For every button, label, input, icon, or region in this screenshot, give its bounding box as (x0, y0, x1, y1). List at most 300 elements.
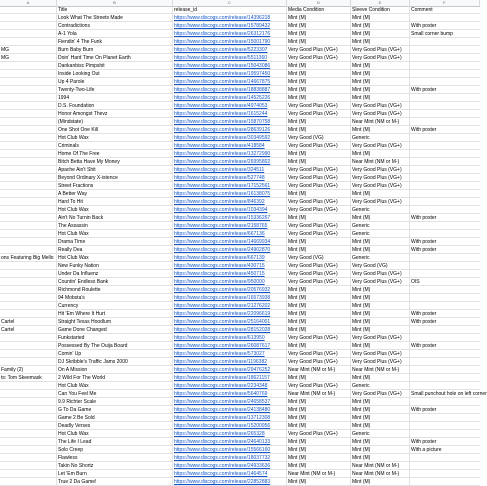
table-cell[interactable]: The Life I Lead (57, 438, 173, 446)
table-cell[interactable] (410, 454, 480, 462)
table-cell[interactable]: Mint (M) (351, 310, 410, 318)
release-link-cell[interactable]: https://www.discogs.com/release/16573938 (173, 294, 287, 302)
table-cell[interactable]: Bitch Betta Have My Money (57, 158, 173, 166)
table-cell[interactable]: Inside Looking Out (57, 70, 173, 78)
table-cell[interactable] (410, 118, 480, 126)
table-cell[interactable] (410, 414, 480, 422)
table-cell[interactable]: 94 Mobsta's (57, 294, 173, 302)
release-link-cell[interactable]: https://www.discogs.com/release/667136 (173, 230, 287, 238)
table-cell[interactable]: Fiendin' 4 The Funk (57, 38, 173, 46)
table-cell[interactable]: Very Good Plus (VG+) (287, 206, 351, 214)
release-link-cell[interactable]: https://www.discogs.com/release/26312176 (173, 30, 287, 38)
table-cell[interactable] (0, 406, 57, 414)
table-cell[interactable] (0, 102, 57, 110)
release-link-cell[interactable]: https://www.discogs.com/release/14525226 (173, 94, 287, 102)
table-cell[interactable] (0, 126, 57, 134)
table-cell[interactable] (0, 470, 57, 478)
table-cell[interactable] (0, 94, 57, 102)
table-cell[interactable] (410, 302, 480, 310)
table-cell[interactable]: Mint (M) (287, 414, 351, 422)
table-cell[interactable]: Mint (M) (351, 342, 410, 350)
table-cell[interactable]: Mint (M) (287, 462, 351, 470)
table-cell[interactable]: MG (0, 46, 57, 54)
table-cell[interactable]: Hot Club Wax (57, 382, 173, 390)
table-cell[interactable] (410, 94, 480, 102)
release-link-cell[interactable]: https://www.discogs.com/release/613950 (173, 334, 287, 342)
table-cell[interactable] (410, 366, 480, 374)
table-cell[interactable]: With a picture (411, 447, 442, 453)
table-cell[interactable]: Mint (M) (351, 246, 410, 254)
table-cell[interactable]: Mint (M) (351, 86, 410, 94)
table-cell[interactable]: Very Good Plus (VG+) (287, 350, 351, 358)
release-link-cell[interactable]: https://www.discogs.com/release/25164001 (173, 318, 287, 326)
table-cell[interactable] (410, 350, 480, 358)
table-cell[interactable]: Near Mint (NM or M-) (287, 390, 351, 398)
column-header-cell[interactable]: release_id (173, 6, 287, 14)
table-cell[interactable] (410, 102, 480, 110)
table-cell[interactable] (410, 206, 480, 214)
table-cell[interactable]: Small punchout hole on left corner (411, 391, 487, 397)
table-cell[interactable]: Very Good Plus (VG+) (287, 262, 351, 270)
table-cell[interactable]: Very Good Plus (VG+) (351, 350, 410, 358)
release-link-cell[interactable]: https://www.discogs.com/release/1615244 (173, 110, 287, 118)
table-cell[interactable] (0, 198, 57, 206)
table-cell[interactable]: Burn Baby Burn (57, 46, 173, 54)
table-cell[interactable]: Mint (M) (287, 30, 351, 38)
table-cell[interactable] (410, 142, 480, 150)
table-cell[interactable] (0, 446, 57, 454)
table-cell[interactable]: Mint (M) (351, 62, 410, 70)
table-cell[interactable] (0, 278, 57, 286)
release-link-cell[interactable]: https://www.discogs.com/release/5223307 (173, 46, 287, 54)
table-cell[interactable]: MG (0, 54, 57, 62)
table-cell[interactable] (0, 342, 57, 350)
column-header-cell[interactable]: Comment (411, 7, 433, 13)
table-cell[interactable] (410, 78, 480, 86)
table-cell[interactable]: With poster (411, 127, 437, 133)
release-link-cell[interactable]: https://www.discogs.com/release/846392 (173, 198, 287, 206)
table-cell[interactable]: Under Da Influenz (57, 270, 173, 278)
table-cell[interactable]: Dankanbisc Pimpshit (57, 62, 173, 70)
table-cell[interactable]: With poster (411, 439, 437, 445)
table-cell[interactable]: Mint (M) (287, 126, 351, 134)
table-cell[interactable] (410, 334, 480, 342)
table-cell[interactable] (410, 134, 480, 142)
table-cell[interactable] (410, 422, 480, 430)
table-cell[interactable] (0, 150, 57, 158)
table-cell[interactable] (0, 134, 57, 142)
release-link-cell[interactable]: https://www.discogs.com/release/450715 (173, 270, 287, 278)
table-cell[interactable]: 2 Wild For The World (57, 374, 173, 382)
table-cell[interactable]: Very Good Plus (VG+) (287, 358, 351, 366)
release-link-cell[interactable]: https://www.discogs.com/release/22852883 (173, 478, 287, 486)
table-cell[interactable]: Very Good Plus (VG+) (287, 278, 351, 286)
table-cell[interactable]: Very Good Plus (VG+) (287, 54, 351, 62)
table-cell[interactable]: On A Mission (57, 366, 173, 374)
table-cell[interactable]: Mint (M) (287, 342, 351, 350)
table-cell[interactable]: Very Good (VG) (351, 262, 410, 270)
table-cell[interactable] (0, 334, 57, 342)
table-cell[interactable]: The Assassin (57, 222, 173, 230)
table-cell[interactable]: With poster (411, 319, 437, 325)
table-cell[interactable] (0, 142, 57, 150)
table-cell[interactable]: Generic (351, 206, 410, 214)
table-cell[interactable] (0, 350, 57, 358)
table-cell[interactable]: Very Good Plus (VG+) (351, 182, 410, 190)
table-cell[interactable]: Generic (351, 222, 410, 230)
table-cell[interactable] (0, 398, 57, 406)
table-cell[interactable]: Funkstarted (57, 334, 173, 342)
release-link-cell[interactable]: https://www.discogs.com/release/14669934 (173, 238, 287, 246)
release-link-cell[interactable]: https://www.discogs.com/release/15043086 (173, 62, 287, 70)
table-cell[interactable]: Mint (M) (287, 190, 351, 198)
table-cell[interactable]: Near Mint (NM or M-) (287, 366, 351, 374)
table-cell[interactable]: Comin' Up (57, 350, 173, 358)
release-link-cell[interactable]: https://www.discogs.com/release/15789432 (173, 22, 287, 30)
release-link-cell[interactable]: https://www.discogs.com/release/950000 (173, 278, 287, 286)
table-cell[interactable]: Mint (M) (351, 22, 410, 30)
table-cell[interactable]: Very Good Plus (VG+) (351, 270, 410, 278)
column-letter-b[interactable]: B (57, 0, 173, 6)
table-cell[interactable] (0, 422, 57, 430)
table-cell[interactable]: Near Mint (NM or M-) (351, 158, 410, 166)
release-link-cell[interactable]: https://www.discogs.com/release/527748 (173, 174, 287, 182)
table-cell[interactable]: Mint (M) (287, 326, 351, 334)
table-cell[interactable]: Very Good Plus (VG+) (351, 198, 410, 206)
table-cell[interactable]: Mint (M) (351, 326, 410, 334)
release-link-cell[interactable]: https://www.discogs.com/release/573027 (173, 350, 287, 358)
release-link-cell[interactable]: https://www.discogs.com/release/2158765 (173, 222, 287, 230)
table-cell[interactable] (0, 438, 57, 446)
table-cell[interactable]: Very Good Plus (VG+) (287, 102, 351, 110)
release-link-cell[interactable]: https://www.discogs.com/release/20576932 (173, 286, 287, 294)
table-cell[interactable] (410, 174, 480, 182)
table-cell[interactable] (0, 222, 57, 230)
release-link-cell[interactable]: https://www.discogs.com/release/15200956 (173, 422, 287, 430)
release-link-cell[interactable]: https://www.discogs.com/release/24902870 (173, 246, 287, 254)
table-cell[interactable] (410, 198, 480, 206)
table-cell[interactable]: Hot Club Wax (57, 230, 173, 238)
table-cell[interactable]: Mint (M) (351, 126, 410, 134)
table-cell[interactable]: Very Good Plus (VG+) (351, 334, 410, 342)
table-cell[interactable]: Very Good Plus (VG+) (351, 110, 410, 118)
table-cell[interactable] (410, 430, 480, 438)
table-cell[interactable]: Mint (M) (351, 318, 410, 326)
table-cell[interactable]: Very Good Plus (VG+) (287, 230, 351, 238)
table-cell[interactable]: Ain't No Turnin Back (57, 214, 173, 222)
table-cell[interactable]: Really Dea (57, 246, 173, 254)
table-cell[interactable] (0, 414, 57, 422)
table-cell[interactable]: Mint (M) (351, 302, 410, 310)
table-cell[interactable] (410, 470, 480, 478)
table-cell[interactable] (0, 62, 57, 70)
table-cell[interactable]: Solo Creep (57, 446, 173, 454)
table-cell[interactable]: Mint (M) (351, 30, 410, 38)
column-header-cell[interactable]: Sleeve Condition (351, 6, 410, 14)
table-cell[interactable]: Mint (M) (287, 454, 351, 462)
release-link-cell[interactable]: https://www.discogs.com/release/13272990 (173, 150, 287, 158)
table-cell[interactable]: Very Good (VG) (287, 254, 351, 262)
table-cell[interactable]: Twenty-Two-Life (57, 86, 173, 94)
table-cell[interactable]: Mint (M) (351, 398, 410, 406)
table-cell[interactable]: With poster (411, 87, 437, 93)
table-cell[interactable]: Hit 'Em Where It Hurt (57, 310, 173, 318)
table-cell[interactable]: Very Good Plus (VG+) (287, 174, 351, 182)
table-cell[interactable] (0, 206, 57, 214)
table-cell[interactable] (0, 358, 57, 366)
table-cell[interactable] (410, 374, 480, 382)
table-cell[interactable]: With poster (411, 215, 437, 221)
table-cell[interactable] (0, 110, 57, 118)
table-cell[interactable]: Small corner bump (411, 31, 453, 37)
table-cell[interactable]: Mint (M) (287, 406, 351, 414)
table-cell[interactable]: Countin' Endless Bank (57, 278, 173, 286)
table-cell[interactable]: Near Mint (NM or M-) (351, 462, 410, 470)
release-link-cell[interactable]: https://www.discogs.com/release/14667875 (173, 78, 287, 86)
table-cell[interactable] (410, 70, 480, 78)
table-cell[interactable]: Street Fractions (57, 182, 173, 190)
table-cell[interactable]: Hot Club Wax (57, 430, 173, 438)
table-cell[interactable]: Very Good Plus (VG+) (351, 358, 410, 366)
table-cell[interactable]: Mint (M) (351, 190, 410, 198)
release-link-cell[interactable]: https://www.discogs.com/release/5511360 (173, 54, 287, 62)
table-cell[interactable] (410, 38, 480, 46)
release-link-cell[interactable]: https://www.discogs.com/release/430715 (173, 262, 287, 270)
table-cell[interactable]: With poster (411, 407, 437, 413)
table-cell[interactable]: Can You Feel Me (57, 390, 173, 398)
column-header-cell[interactable]: Media Condition (287, 6, 351, 14)
table-cell[interactable] (0, 86, 57, 94)
table-cell[interactable]: 9.9 Richter Scale (57, 398, 173, 406)
release-link-cell[interactable]: https://www.discogs.com/release/26087617 (173, 342, 287, 350)
table-cell[interactable]: Mint (M) (287, 374, 351, 382)
table-cell[interactable]: Generic (351, 382, 410, 390)
column-letter-c[interactable]: C (173, 0, 287, 6)
table-cell[interactable]: 1994 (57, 94, 173, 102)
table-cell[interactable] (410, 262, 480, 270)
table-cell[interactable]: Mint (M) (287, 318, 351, 326)
table-cell[interactable]: Mint (M) (351, 422, 410, 430)
release-link-cell[interactable]: https://www.discogs.com/release/28639126 (173, 126, 287, 134)
table-cell[interactable] (0, 310, 57, 318)
table-cell[interactable] (0, 174, 57, 182)
table-cell[interactable] (410, 54, 480, 62)
table-cell[interactable] (410, 46, 480, 54)
table-cell[interactable]: Mint (M) (287, 302, 351, 310)
release-link-cell[interactable]: https://www.discogs.com/release/18037732 (173, 454, 287, 462)
release-link-cell[interactable]: https://www.discogs.com/release/265328 (173, 430, 287, 438)
table-cell[interactable]: Very Good Plus (VG+) (287, 430, 351, 438)
table-cell[interactable]: Very Good Plus (VG+) (351, 46, 410, 54)
table-cell[interactable]: OIS (411, 279, 420, 285)
column-header-cell[interactable] (0, 6, 57, 14)
release-link-cell[interactable]: https://www.discogs.com/release/24138480 (173, 406, 287, 414)
table-cell[interactable]: Mint (M) (287, 22, 351, 30)
table-cell[interactable]: Mint (M) (351, 14, 410, 22)
release-link-cell[interactable]: https://www.discogs.com/release/667139 (173, 254, 287, 262)
table-cell[interactable]: With poster (411, 343, 437, 349)
release-link-cell[interactable]: https://www.discogs.com/release/418584 (173, 142, 287, 150)
table-cell[interactable]: Contradictions (57, 22, 173, 30)
table-cell[interactable] (410, 270, 480, 278)
column-letter-a[interactable]: A (0, 0, 57, 6)
table-cell[interactable] (410, 254, 480, 262)
table-cell[interactable] (0, 478, 57, 486)
table-cell[interactable]: Near Mint (NM or M-) (351, 118, 410, 126)
release-link-cell[interactable]: https://www.discogs.com/release/29476252 (173, 366, 287, 374)
table-cell[interactable]: Mint (M) (351, 294, 410, 302)
table-cell[interactable]: Cartel (0, 318, 57, 326)
release-link-cell[interactable]: https://www.discogs.com/release/324511 (173, 166, 287, 174)
table-cell[interactable]: Possessed By The Ouija Board (57, 342, 173, 350)
release-link-cell[interactable]: https://www.discogs.com/release/15336267 (173, 214, 287, 222)
release-link-cell[interactable]: https://www.discogs.com/release/19597450 (173, 70, 287, 78)
table-cell[interactable]: Mint (M) (351, 214, 410, 222)
table-cell[interactable] (0, 158, 57, 166)
table-cell[interactable]: Mint (M) (351, 374, 410, 382)
table-cell[interactable]: A-1 Yola (57, 30, 173, 38)
table-cell[interactable]: True 2 Da Game! (57, 478, 173, 486)
table-cell[interactable] (0, 14, 57, 22)
table-cell[interactable]: Generic (351, 430, 410, 438)
release-link-cell[interactable]: https://www.discogs.com/release/14396218 (173, 14, 287, 22)
release-link-cell[interactable]: https://www.discogs.com/release/15566160 (173, 446, 287, 454)
table-cell[interactable] (0, 230, 57, 238)
table-cell[interactable]: ts: Tom Skeemask (0, 374, 57, 382)
table-cell[interactable]: Mint (M) (287, 78, 351, 86)
table-cell[interactable]: Mint (M) (287, 150, 351, 158)
table-cell[interactable]: Very Good Plus (VG+) (351, 102, 410, 110)
table-cell[interactable] (0, 30, 57, 38)
table-cell[interactable]: Mint (M) (287, 70, 351, 78)
table-cell[interactable]: (Mindstate) (57, 118, 173, 126)
column-header-cell[interactable]: Title (57, 6, 173, 14)
table-cell[interactable] (0, 22, 57, 30)
table-cell[interactable] (410, 166, 480, 174)
table-cell[interactable]: Mint (M) (287, 158, 351, 166)
table-cell[interactable]: Very Good Plus (VG+) (351, 278, 410, 286)
release-link-cell[interactable]: https://www.discogs.com/release/1464574 (173, 470, 287, 478)
table-cell[interactable] (0, 246, 57, 254)
release-link-cell[interactable]: https://www.discogs.com/release/22096619 (173, 310, 287, 318)
table-cell[interactable]: Very Good Plus (VG+) (351, 142, 410, 150)
table-cell[interactable] (410, 358, 480, 366)
table-cell[interactable]: Game 2 Be Sold (57, 414, 173, 422)
table-cell[interactable] (410, 478, 480, 486)
table-cell[interactable]: Very Good Plus (VG+) (287, 166, 351, 174)
table-cell[interactable]: Near Mint (NM or M-) (287, 470, 351, 478)
table-cell[interactable]: Very Good Plus (VG+) (287, 198, 351, 206)
table-cell[interactable]: Near Mint (NM or M-) (351, 470, 410, 478)
table-cell[interactable]: With poster (411, 311, 437, 317)
table-cell[interactable]: Near Mint (NM or M-) (351, 366, 410, 374)
table-cell[interactable]: Very Good Plus (VG+) (287, 46, 351, 54)
table-cell[interactable] (0, 294, 57, 302)
table-cell[interactable]: Home Of The Free (57, 150, 173, 158)
table-cell[interactable]: Hard To Hit (57, 198, 173, 206)
table-cell[interactable]: Very Good Plus (VG+) (287, 222, 351, 230)
table-cell[interactable]: Mint (M) (351, 238, 410, 246)
table-cell[interactable]: Very Good Plus (VG+) (287, 182, 351, 190)
table-cell[interactable] (0, 382, 57, 390)
table-cell[interactable] (410, 14, 480, 22)
release-link-cell[interactable]: https://www.discogs.com/release/1034394 (173, 206, 287, 214)
table-cell[interactable]: Very Good Plus (VG+) (351, 390, 410, 398)
table-cell[interactable]: With poster (411, 23, 437, 29)
release-link-cell[interactable]: https://www.discogs.com/release/2234348 (173, 382, 287, 390)
table-cell[interactable]: One Shot One Kill (57, 126, 173, 134)
table-cell[interactable] (0, 302, 57, 310)
table-cell[interactable]: Hot Club Wax (57, 254, 173, 262)
table-cell[interactable]: Mint (M) (351, 94, 410, 102)
table-cell[interactable] (0, 190, 57, 198)
table-cell[interactable]: With poster (411, 247, 437, 253)
table-cell[interactable]: Very Good Plus (VG+) (351, 54, 410, 62)
table-cell[interactable]: Mint (M) (351, 78, 410, 86)
table-cell[interactable] (410, 462, 480, 470)
table-cell[interactable]: Currency (57, 302, 173, 310)
table-cell[interactable]: With poster (411, 239, 437, 245)
table-cell[interactable]: Mint (M) (351, 438, 410, 446)
table-cell[interactable] (0, 430, 57, 438)
table-cell[interactable]: Honor Amongst Thevz (57, 110, 173, 118)
release-link-cell[interactable]: https://www.discogs.com/release/26995802 (173, 158, 287, 166)
table-cell[interactable] (410, 230, 480, 238)
table-cell[interactable] (410, 222, 480, 230)
table-cell[interactable] (410, 326, 480, 334)
table-cell[interactable]: G To Da Game (57, 406, 173, 414)
table-cell[interactable]: Mint (M) (351, 406, 410, 414)
table-cell[interactable]: Mint (M) (287, 118, 351, 126)
table-cell[interactable]: Hot Club Wax (57, 134, 173, 142)
table-cell[interactable] (410, 150, 480, 158)
table-cell[interactable]: Game Done Changed (57, 326, 173, 334)
table-cell[interactable]: A Better Way (57, 190, 173, 198)
table-cell[interactable]: Very Good (VG) (287, 134, 351, 142)
release-link-cell[interactable]: https://www.discogs.com/release/15001790 (173, 38, 287, 46)
table-cell[interactable]: Mint (M) (351, 414, 410, 422)
table-cell[interactable]: D.S. Foundation (57, 102, 173, 110)
table-cell[interactable]: Flawless (57, 454, 173, 462)
release-link-cell[interactable]: https://www.discogs.com/release/17152561 (173, 182, 287, 190)
release-link-cell[interactable]: https://www.discogs.com/release/21276202 (173, 302, 287, 310)
table-cell[interactable] (0, 70, 57, 78)
table-cell[interactable]: Mint (M) (287, 214, 351, 222)
table-cell[interactable]: Up 4 Parole (57, 78, 173, 86)
table-cell[interactable]: Mint (M) (287, 478, 351, 486)
table-cell[interactable] (0, 270, 57, 278)
table-cell[interactable]: Generic (351, 254, 410, 262)
table-cell[interactable] (410, 182, 480, 190)
table-cell[interactable]: Hot Club Wax (57, 206, 173, 214)
table-cell[interactable] (0, 462, 57, 470)
table-cell[interactable]: New Funky Nation (57, 262, 173, 270)
table-cell[interactable] (410, 190, 480, 198)
release-link-cell[interactable]: https://www.discogs.com/release/1196382 (173, 358, 287, 366)
table-cell[interactable] (410, 286, 480, 294)
table-cell[interactable]: Mint (M) (351, 286, 410, 294)
table-cell[interactable] (0, 286, 57, 294)
column-letter-e[interactable]: E (351, 0, 410, 6)
table-cell[interactable] (0, 78, 57, 86)
table-cell[interactable]: Mint (M) (287, 294, 351, 302)
table-cell[interactable]: ons Featuring Big Mello (0, 254, 57, 262)
table-cell[interactable]: Generic (351, 230, 410, 238)
release-link-cell[interactable]: https://www.discogs.com/release/28152028 (173, 326, 287, 334)
table-cell[interactable]: Mint (M) (287, 62, 351, 70)
table-cell[interactable] (410, 62, 480, 70)
table-cell[interactable] (410, 382, 480, 390)
